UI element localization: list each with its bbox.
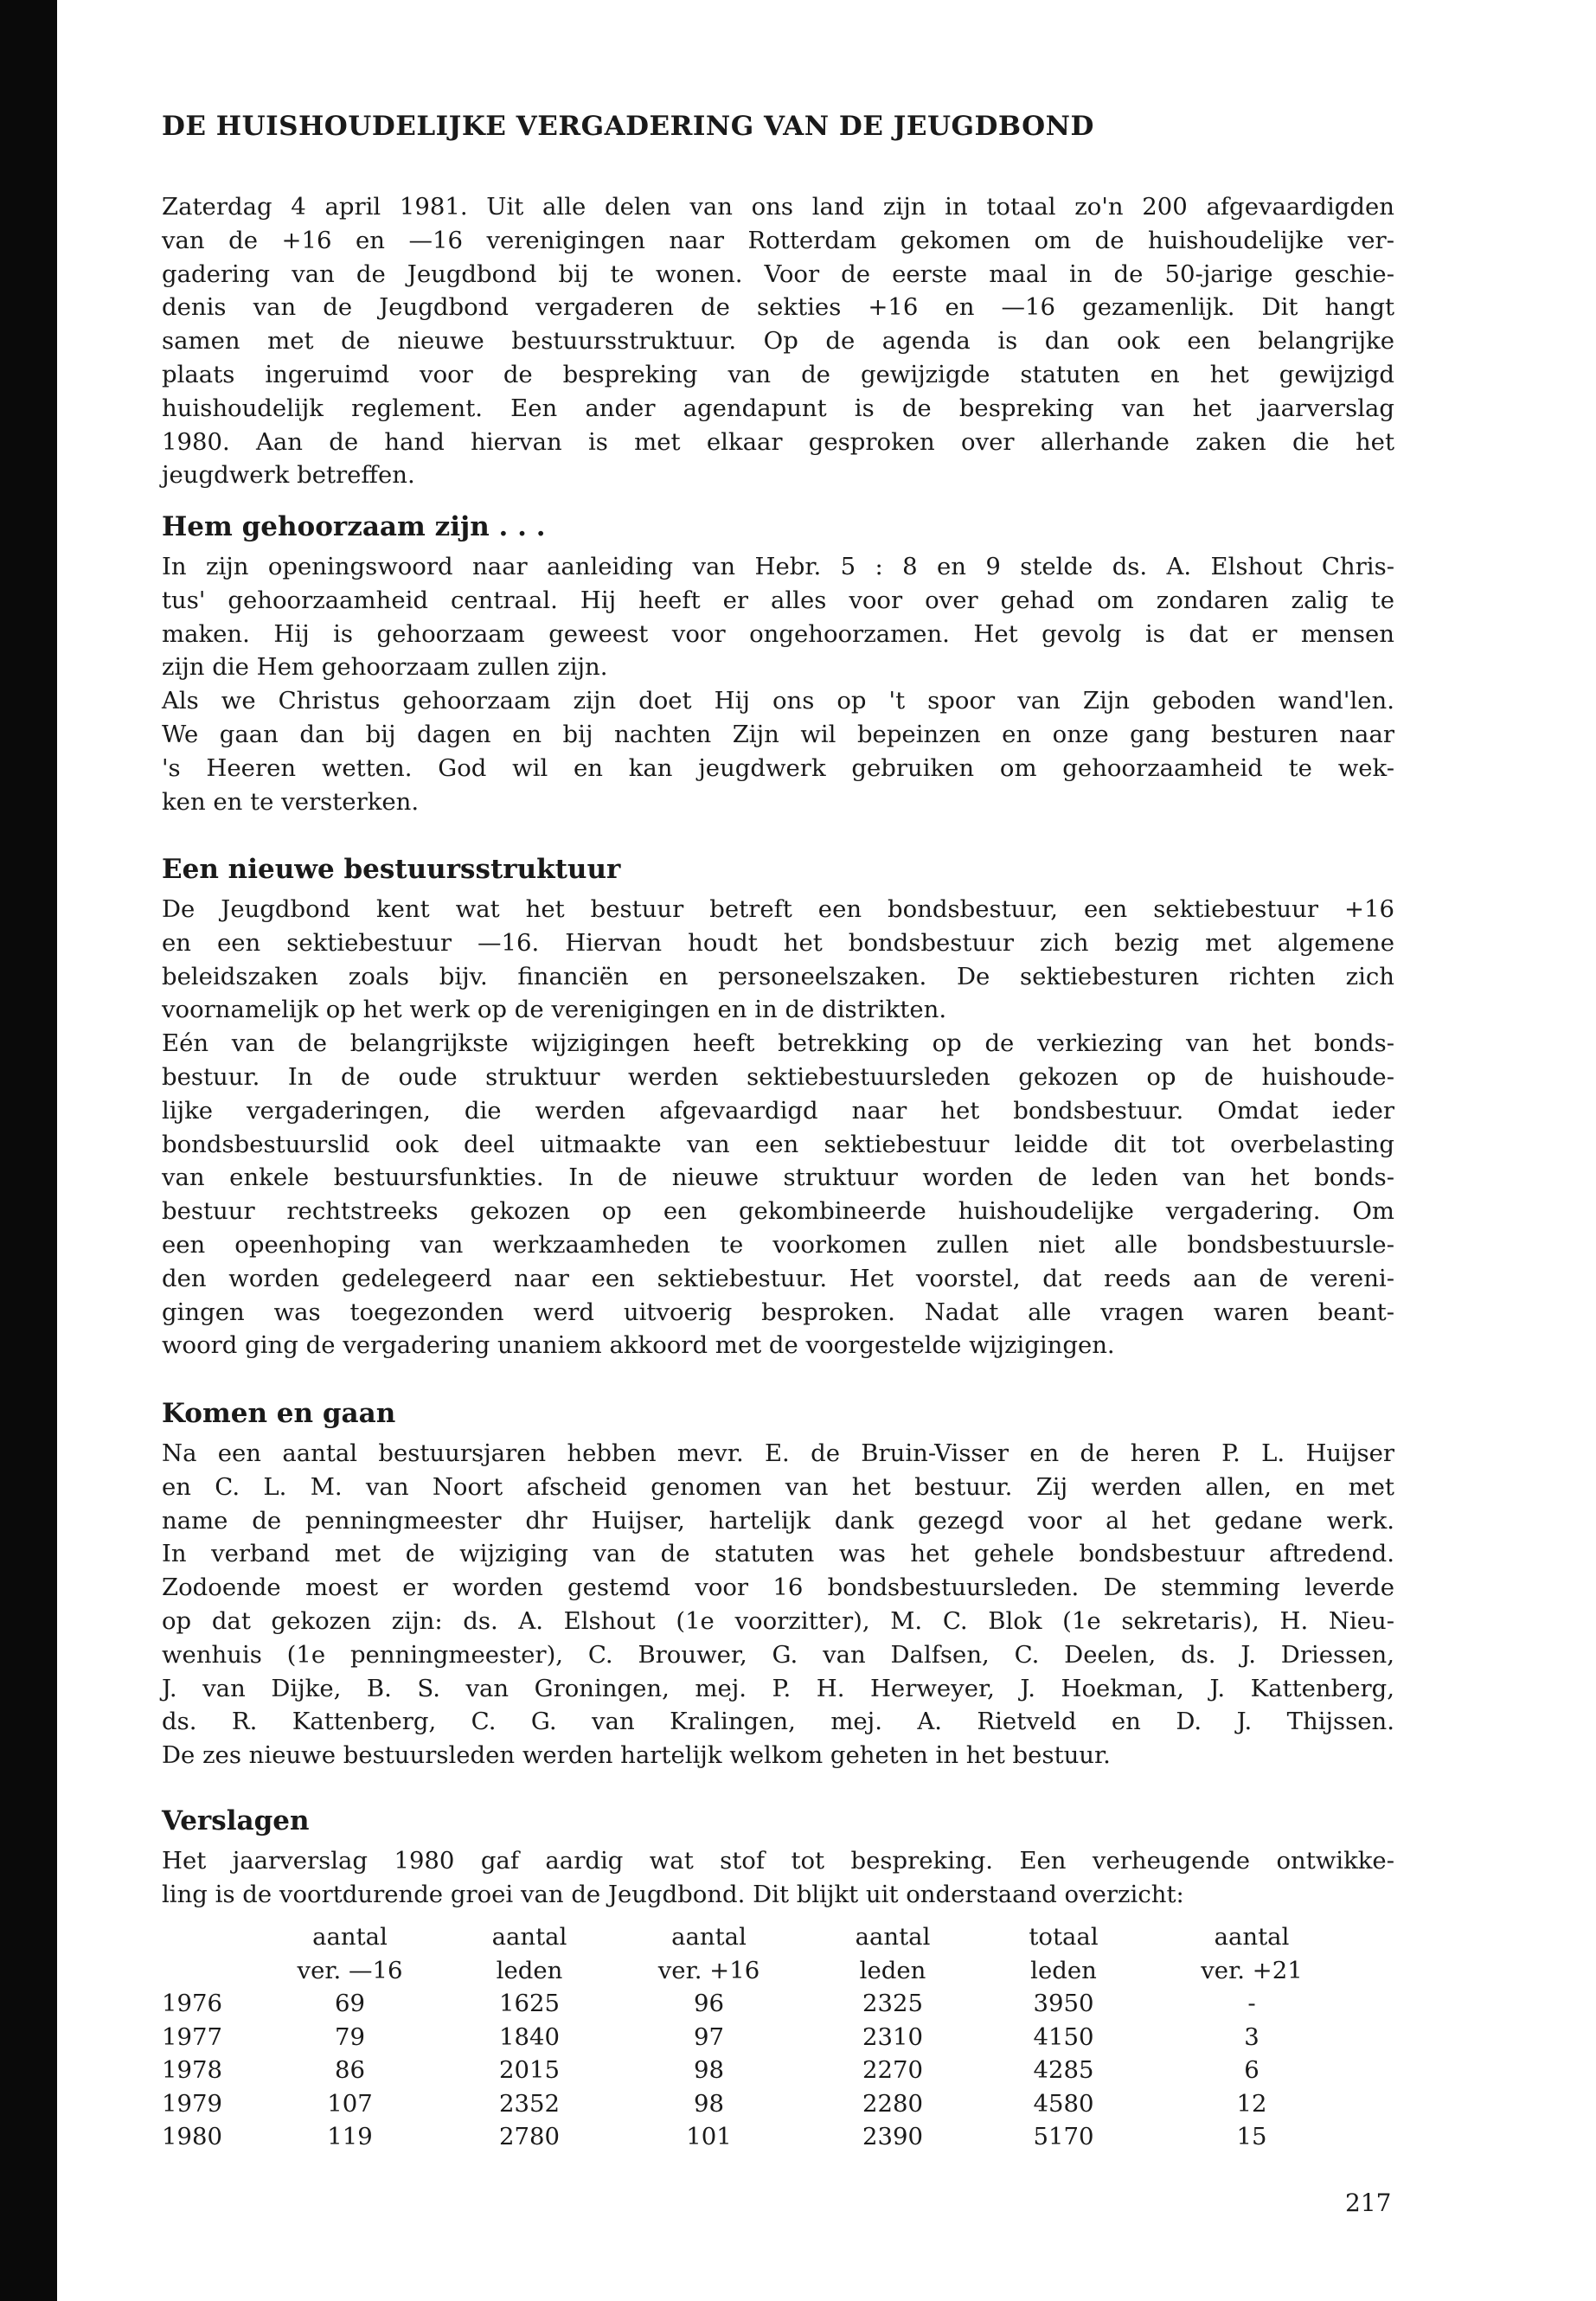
table-cell: 101	[686, 2123, 732, 2150]
table-cell: 119	[327, 2123, 373, 2150]
table-cell: 96	[694, 1990, 724, 2017]
text-line: Het jaarverslag 1980 gaf aardig wat stof tot bespreking. Een verheugende ontwikke-	[162, 1847, 1394, 1875]
table-cell: 1625	[499, 1990, 560, 2017]
table-cell: 98	[694, 2089, 724, 2118]
section	[162, 852, 1394, 1362]
text-line: 's Heeren wetten. God wil en kan jeugdwerk gebruiken om gehoorzaamheid te wek-	[162, 753, 1394, 782]
table-cell: 12	[1236, 2089, 1267, 2118]
table-cell: 5170	[1033, 2123, 1094, 2150]
text-line: De Jeugdbond kent wat het bestuur betreft een bondsbestuur, een sektiebestuur +16	[162, 895, 1394, 923]
table-cell: 3	[1244, 2022, 1259, 2051]
text-line: We gaan dan bij dagen en bij nachten Zijn wil bepeinzen en onze gang besturen naar	[162, 720, 1394, 748]
table-cell: 15	[1236, 2123, 1267, 2150]
text-line: In verband met de wijziging van de statuten was het gehele bondsbestuur aftredend.	[162, 1540, 1394, 1568]
text-line: huishoudelijk reglement. Een ander agendapunt is de bespreking van het jaarverslag	[162, 394, 1394, 422]
text-line: Eén van de belangrijkste wijzigingen heeft betrekking op de verkiezing van het bonds-	[162, 1029, 1394, 1058]
table-cell: 2015	[499, 2056, 560, 2084]
table-cell: aantal	[671, 1923, 747, 1951]
text-line: wenhuis (1e penningmeester), C. Brouwer, G. van Dalfsen, C. Deelen, ds. J. Driessen,	[162, 1640, 1394, 1669]
table-row	[162, 1987, 1360, 2021]
table-row	[162, 2021, 1360, 2054]
scan-border	[0, 0, 57, 2301]
table-cell: 1840	[499, 2022, 560, 2051]
page-number: 217	[1345, 2189, 1392, 2217]
table-cell: 98	[694, 2056, 724, 2084]
table-cell: 1979	[162, 2089, 222, 2118]
text-line: name de penningmeester dhr Huijser, hartelijk dank gezegd voor al het gedane werk.	[162, 1506, 1394, 1535]
text-line: voornamelijk op het werk op de verenigingen en in de distrikten.	[162, 996, 947, 1024]
table-cell: 2270	[862, 2056, 923, 2084]
text-line: den worden gedelegeerd naar een sektiebestuur. Het voorstel, dat reeds aan de vereni-	[162, 1264, 1394, 1292]
text-line: bestuur rechtstreeks gekozen op een gekombineerde huishoudelijke vergadering. Om	[162, 1197, 1394, 1226]
text-line: samen met de nieuwe bestuursstruktuur. Op de agenda is dan ook een belangrijke	[162, 327, 1394, 356]
table-cell: 4150	[1033, 2022, 1094, 2051]
text-line: ken en te versterken.	[162, 787, 420, 816]
table-row	[162, 2054, 1360, 2087]
text-line: De zes nieuwe bestuursleden werden hartelijk welkom geheten in het bestuur.	[162, 1741, 1111, 1770]
statistics-table	[162, 1920, 1360, 2154]
table-cell: aantal	[1214, 1923, 1290, 1951]
text-line: woord ging de vergadering unaniem akkoord met de voorgestelde wijzigingen.	[162, 1331, 1115, 1360]
section	[162, 1804, 1394, 1912]
text-line: en een sektiebestuur —16. Hiervan houdt het bondsbestuur zich bezig met algemene	[162, 928, 1394, 957]
table-cell: 1978	[162, 2056, 222, 2084]
text-line: Als we Christus gehoorzaam zijn doet Hij ons op 't spoor van Zijn geboden wand'len.	[162, 687, 1394, 715]
text-line: gadering van de Jeugdbond bij te wonen. Voor de eerste maal in de 50-jarige geschie-	[162, 260, 1394, 288]
table-cell: ver. +21	[1201, 1956, 1303, 1984]
table-cell: 4285	[1033, 2056, 1094, 2084]
table-cell: ver. —16	[297, 1956, 403, 1984]
text-line: en C. L. M. van Noort afscheid genomen van het bestuur. Zij werden allen, en met	[162, 1472, 1394, 1501]
table-cell: 1976	[162, 1990, 222, 2017]
table-cell: leden	[1030, 1956, 1097, 1984]
page-title: DE HUISHOUDELIJKE VERGADERING VAN DE JEUGDBOND	[162, 111, 1094, 142]
table-cell: 86	[335, 2056, 365, 2084]
table-cell: 3950	[1033, 1990, 1094, 2017]
text-line: jeugdwerk betreffen.	[162, 461, 415, 490]
table-row	[162, 2120, 1360, 2154]
section-heading: Een nieuwe bestuursstruktuur	[162, 854, 621, 885]
table-cell: aantal	[312, 1923, 388, 1951]
table-cell: 97	[694, 2022, 724, 2051]
table-cell: totaal	[1029, 1923, 1099, 1951]
table-cell	[162, 1920, 257, 1954]
table-cell: 6	[1244, 2056, 1259, 2084]
text-line: 1980. Aan de hand hiervan is met elkaar gesproken over allerhande zaken die het	[162, 427, 1394, 456]
table-cell: aantal	[855, 1923, 931, 1951]
text-line: op dat gekozen zijn: ds. A. Elshout (1e voorzitter), M. C. Blok (1e sekretaris), H. Nieu-	[162, 1606, 1394, 1635]
table-cell: 2390	[862, 2123, 923, 2150]
text-line: beleidszaken zoals bijv. financiën en personeelszaken. De sektiebesturen richten zich	[162, 962, 1394, 990]
table-cell: leden	[859, 1956, 926, 1984]
section	[162, 1396, 1394, 1772]
section	[162, 190, 1394, 492]
table-cell: 4580	[1033, 2089, 1094, 2118]
table-cell: 2280	[862, 2089, 923, 2118]
text-line: van enkele bestuursfunkties. In de nieuwe struktuur worden de leden van het bonds-	[162, 1163, 1394, 1192]
text-line: denis van de Jeugdbond vergaderen de sekties +16 en —16 gezamenlijk. Dit hangt	[162, 293, 1394, 322]
section-heading: Komen en gaan	[162, 1398, 396, 1429]
text-line: Zodoende moest er worden gestemd voor 16 bondsbestuursleden. De stemming leverde	[162, 1574, 1394, 1602]
table-cell: 2780	[499, 2123, 560, 2150]
table-cell: 2325	[862, 1990, 923, 2017]
text-line: een opeenhoping van werkzaamheden te voorkomen zullen niet alle bondsbestuursle-	[162, 1230, 1394, 1259]
text-line: zijn die Hem gehoorzaam zullen zijn.	[162, 653, 608, 682]
section-heading: Hem gehoorzaam zijn . . .	[162, 511, 546, 542]
text-line: lijke vergaderingen, die werden afgevaardigd naar het bondsbestuur. Omdat ieder	[162, 1096, 1394, 1125]
text-line: ds. R. Kattenberg, C. G. van Kralingen, mej. A. Rietveld en D. J. Thijssen.	[162, 1708, 1394, 1736]
text-line: ling is de voortdurende groei van de Jeugdbond. Dit blijkt uit onderstaand overzicht:	[162, 1880, 1184, 1908]
table-cell: ver. +16	[657, 1956, 760, 1984]
table-row	[162, 2087, 1360, 2121]
table-cell: 79	[335, 2022, 365, 2051]
table-header-row	[162, 1920, 1360, 1954]
table-cell	[162, 1954, 257, 1988]
text-line: bestuur. In de oude struktuur werden sektiebestuursleden gekozen op de huishoude-	[162, 1062, 1394, 1091]
text-line: plaats ingeruimd voor de bespreking van de gewijzigde statuten en het gewijzigd	[162, 360, 1394, 388]
table-cell: 107	[327, 2089, 373, 2118]
text-line: gingen was toegezonden werd uitvoerig besproken. Nadat alle vragen waren beant-	[162, 1298, 1394, 1326]
table-cell: 1977	[162, 2022, 222, 2051]
table-cell: leden	[496, 1956, 563, 1984]
table-cell: 1980	[162, 2123, 222, 2150]
text-line: maken. Hij is gehoorzaam geweest voor ongehoorzamen. Het gevolg is dat er mensen	[162, 619, 1394, 648]
text-line: van de +16 en —16 verenigingen naar Rotterdam gekomen om de huishoudelijke ver-	[162, 226, 1394, 254]
text-line: tus' gehoorzaamheid centraal. Hij heeft er alles voor over gehad om zondaren zalig te	[162, 586, 1394, 614]
text-line: J. van Dijke, B. S. van Groningen, mej. P. H. Herweyer, J. Hoekman, J. Kattenberg,	[162, 1674, 1394, 1702]
text-line: In zijn openingswoord naar aanleiding van Hebr. 5 : 8 en 9 stelde ds. A. Elshout Chris-	[162, 553, 1394, 580]
text-line: Zaterdag 4 april 1981. Uit alle delen van ons land zijn in totaal zo'n 200 afgevaardigden	[162, 193, 1394, 221]
table-cell: 2352	[499, 2089, 560, 2118]
text-line: bondsbestuurslid ook deel uitmaakte van een sektiebestuur leidde dit tot overbelasting	[162, 1130, 1394, 1158]
table-cell: aantal	[491, 1923, 567, 1951]
table-cell: 2310	[862, 2022, 923, 2051]
table-header-row	[162, 1954, 1360, 1988]
text-line: Na een aantal bestuursjaren hebben mevr. E. de Bruin-Visser en de heren P. L. Huijser	[162, 1439, 1394, 1467]
table-cell: 69	[335, 1990, 365, 2017]
section-heading: Verslagen	[162, 1805, 310, 1836]
table-cell: -	[1247, 1990, 1256, 2017]
section	[162, 510, 1394, 818]
